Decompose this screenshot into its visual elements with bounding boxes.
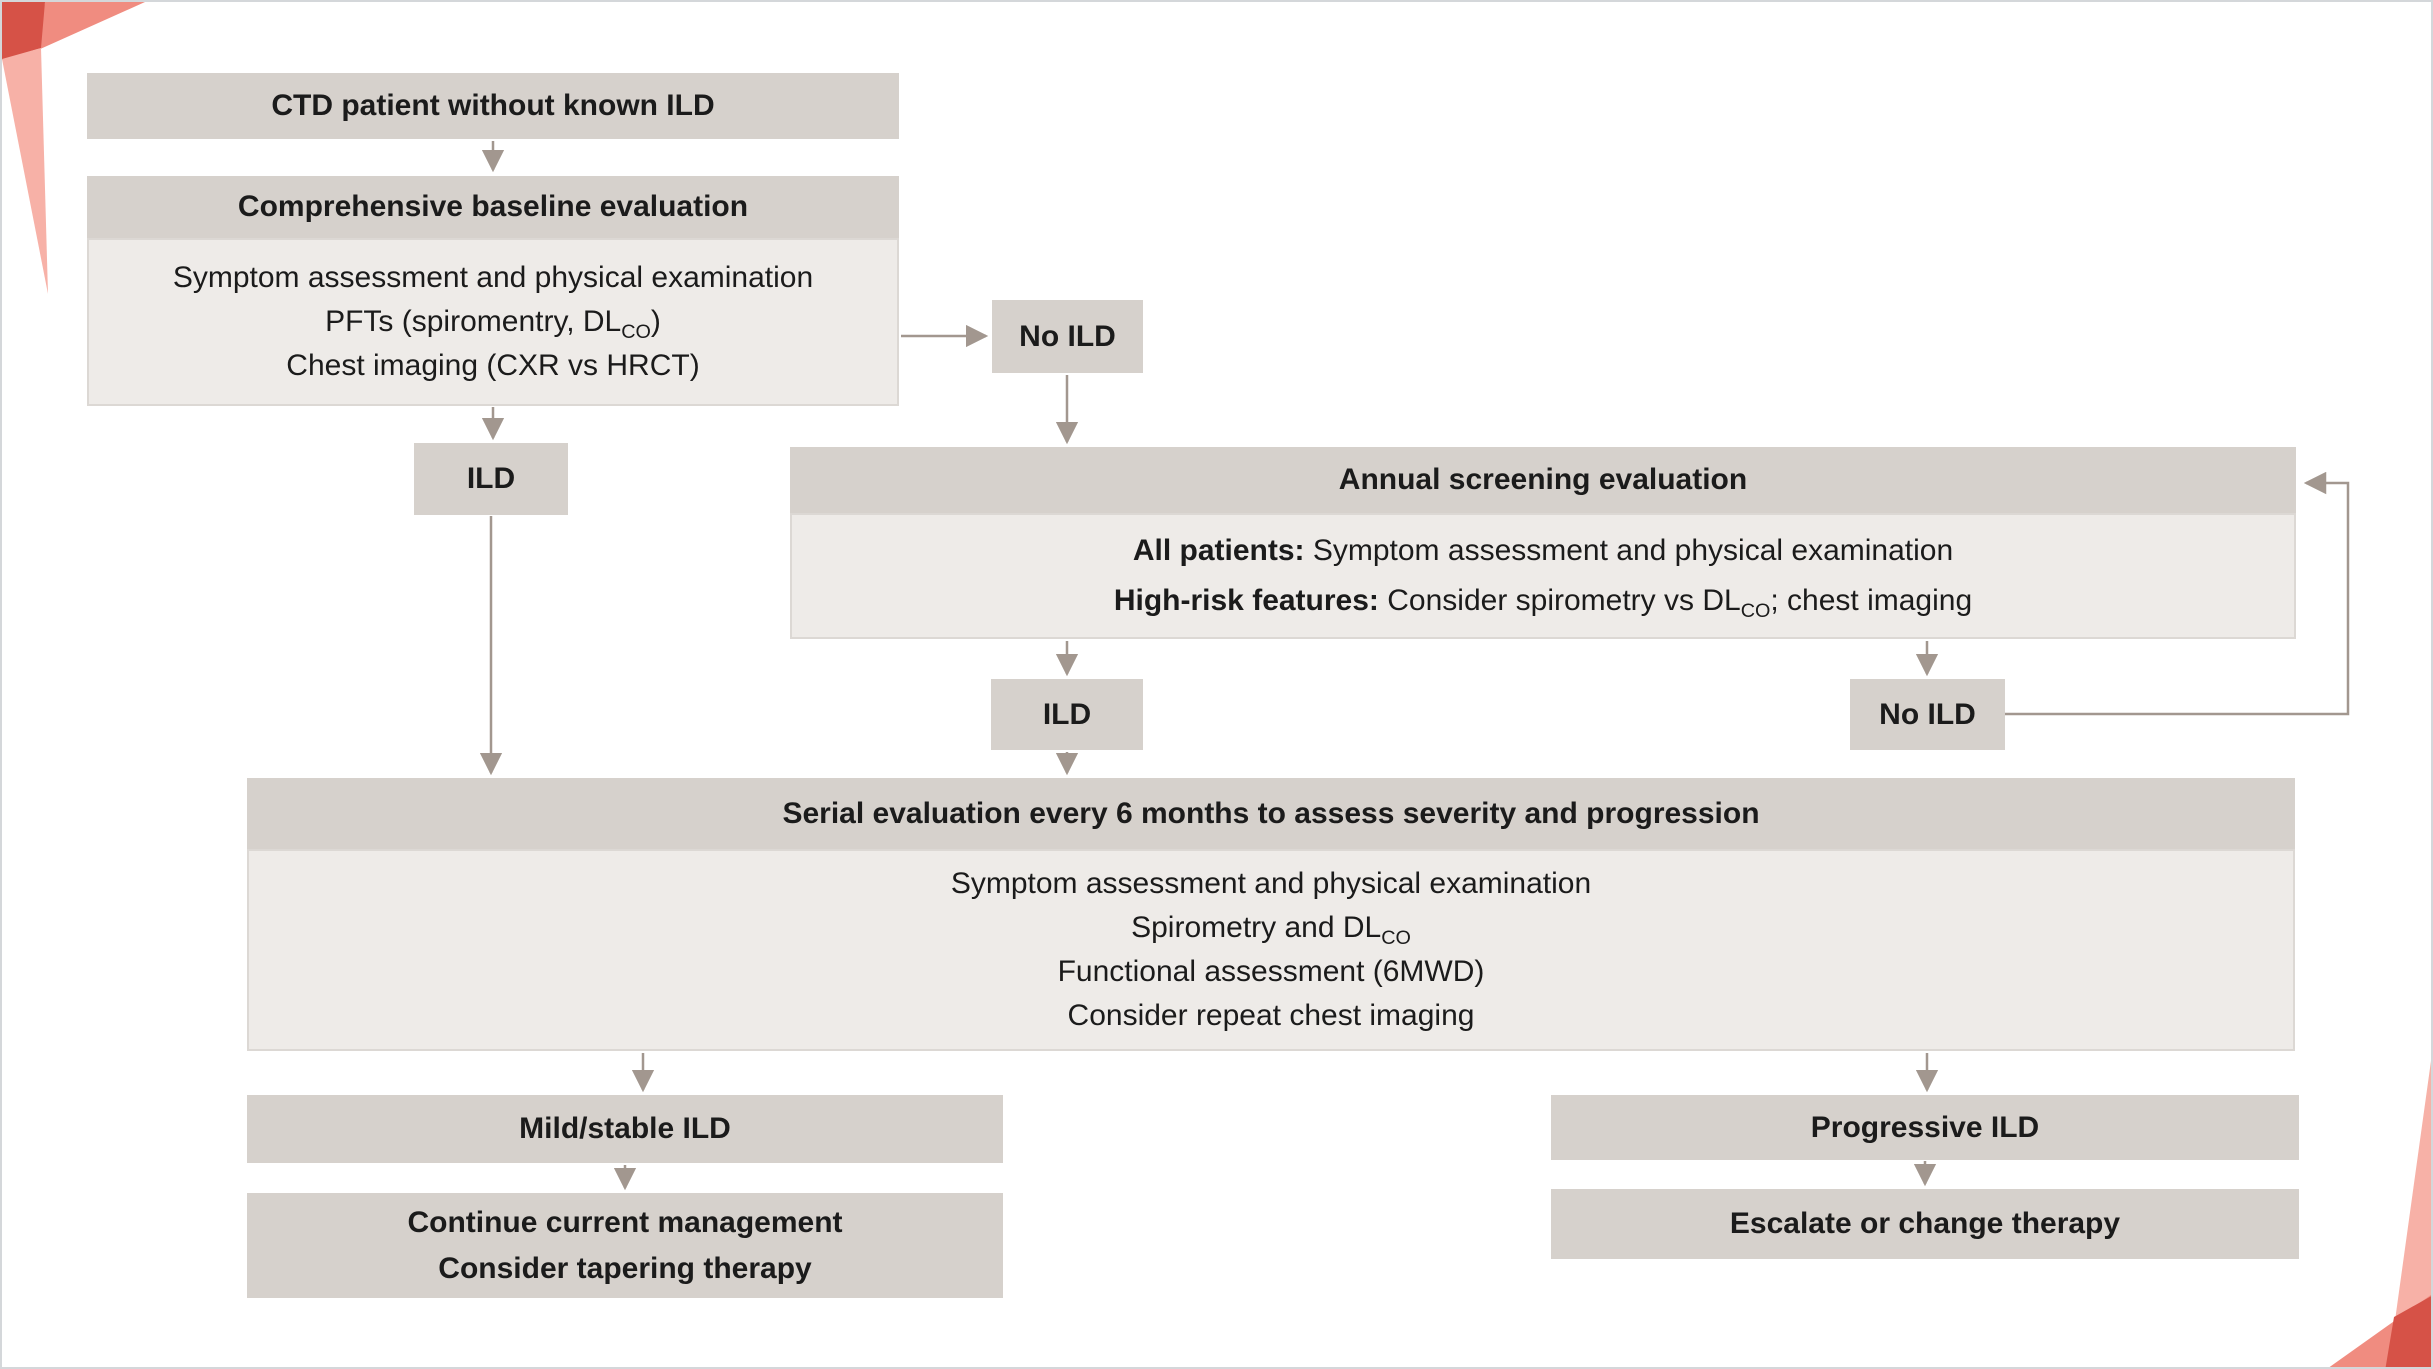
- serial-line-2-text: Spirometry and DL: [1131, 911, 1382, 944]
- annual-line-2-close: ; chest imaging: [1770, 584, 1973, 617]
- node-ild-mid-label: ILD: [1042, 697, 1092, 731]
- corner-triangle-bottom-right-medium: [2324, 1292, 2433, 1369]
- node-no-ild-right-label: No ILD: [1879, 697, 1976, 731]
- node-ctd-patient-label: CTD patient without known ILD: [271, 89, 715, 123]
- serial-line-2-subscript: CO: [1381, 927, 1411, 949]
- node-progressive-ild-label: Progressive ILD: [1810, 1110, 2040, 1144]
- node-ild-mid: [991, 679, 1143, 750]
- annual-line-1-text: Symptom assessment and physical examination: [1304, 534, 1954, 567]
- node-ild-left-label: ILD: [466, 462, 516, 496]
- node-serial-header-label: Serial evaluation every 6 months to assess severity and progression: [782, 796, 1760, 830]
- corner-triangle-bottom-right-dark: [2385, 1294, 2433, 1369]
- annual-line-1: [1133, 526, 1953, 576]
- node-serial-header: [247, 778, 2295, 849]
- baseline-line-2: [325, 300, 661, 344]
- baseline-line-2-subscript: CO: [621, 321, 651, 343]
- serial-line-1: Symptom assessment and physical examination: [950, 867, 1592, 900]
- node-no-ild-top: [992, 300, 1143, 373]
- corner-triangle-top-left-dark: [2, 2, 45, 60]
- node-ild-left: [414, 443, 568, 515]
- node-continue-management: [247, 1193, 1003, 1298]
- continue-line-1: Continue current management: [407, 1205, 843, 1239]
- node-mild-stable-label: Mild/stable ILD: [519, 1112, 731, 1146]
- node-escalate-therapy: [1551, 1189, 2299, 1259]
- baseline-line-2-close: ): [650, 305, 661, 338]
- annual-line-1-bold: All patients:: [1132, 534, 1305, 567]
- annual-line-2-text: Consider spirometry vs DL: [1378, 584, 1741, 617]
- baseline-line-1: Symptom assessment and physical examination: [172, 261, 814, 294]
- corner-triangle-top-left-medium: [38, 2, 145, 50]
- continue-line-2: Consider tapering therapy: [438, 1251, 812, 1285]
- corner-triangle-top-left-light: [2, 48, 48, 294]
- node-baseline-header-label: Comprehensive baseline evaluation: [237, 190, 749, 224]
- corner-triangle-bottom-right-light: [2388, 1032, 2433, 1369]
- node-annual-header-label: Annual screening evaluation: [1338, 463, 1748, 497]
- node-baseline-header: [87, 176, 899, 238]
- serial-line-4: Consider repeat chest imaging: [1067, 999, 1475, 1032]
- node-escalate-therapy-label: Escalate or change therapy: [1729, 1207, 2121, 1241]
- annual-line-2-bold: High-risk features:: [1113, 584, 1379, 617]
- node-progressive-ild: [1551, 1095, 2299, 1160]
- serial-line-2: [1131, 906, 1411, 950]
- serial-line-3: Functional assessment (6MWD): [1057, 955, 1485, 988]
- node-serial-body: [247, 849, 2295, 1051]
- annual-line-2-subscript: CO: [1740, 600, 1771, 622]
- node-mild-stable: [247, 1095, 1003, 1163]
- node-ctd-patient: [87, 73, 899, 139]
- node-no-ild-top-label: No ILD: [1019, 319, 1116, 353]
- annual-line-2: [1114, 576, 1972, 626]
- baseline-line-2-text: PFTs (spiromentry, DL: [325, 305, 622, 338]
- node-baseline-body: [87, 238, 899, 406]
- baseline-line-3: Chest imaging (CXR vs HRCT): [286, 349, 700, 382]
- node-annual-body: [790, 513, 2296, 639]
- node-no-ild-right: [1850, 679, 2005, 750]
- node-annual-header: [790, 447, 2296, 513]
